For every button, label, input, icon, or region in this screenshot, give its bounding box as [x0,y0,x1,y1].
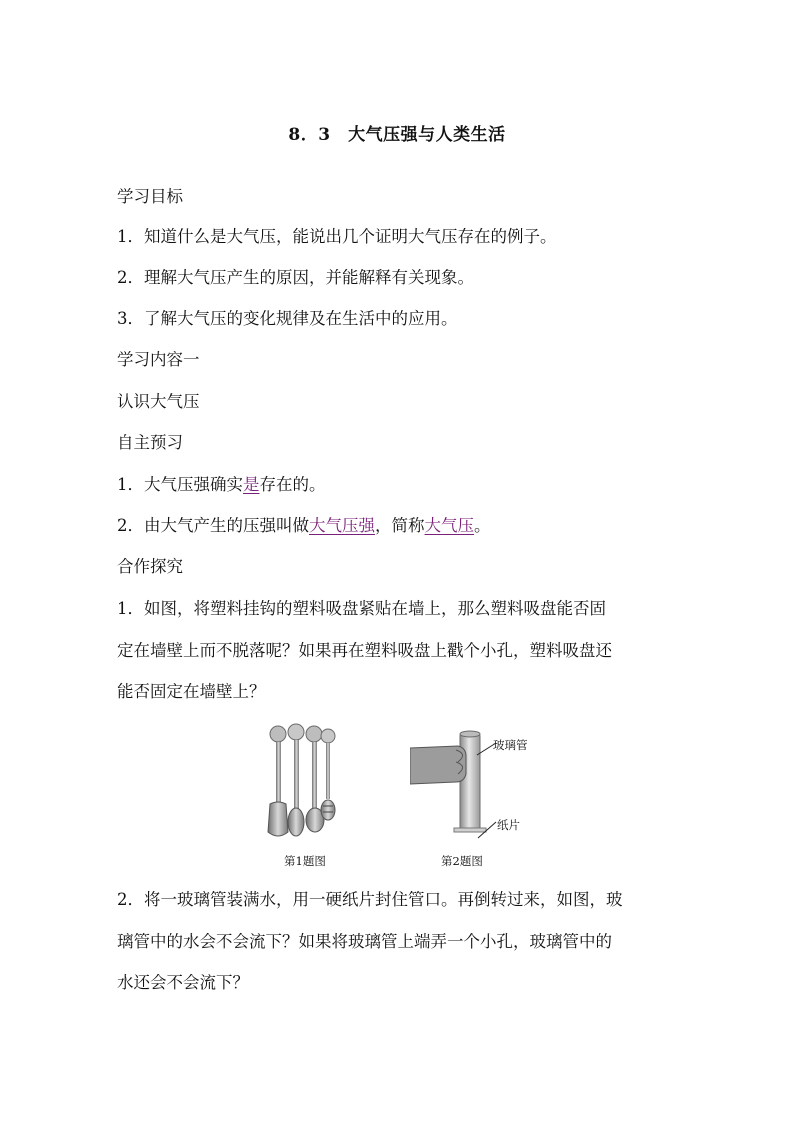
figure-2-caption: 第2题图 [441,854,483,868]
preview-q2-tail: 。 [474,516,491,535]
preview-heading: 自主预习 [117,433,183,452]
preview-q2-text: 2．由大气产生的压强叫做 [117,516,309,535]
preview-q1-tail: 存在的。 [259,475,326,494]
figure-pointer-lines [475,741,497,841]
figure-1-caption: 第1题图 [284,854,326,868]
objective-1: 1．知道什么是大气压，能说出几个证明大气压存在的例子。 [117,227,557,246]
preview-q2-mid: ，简称 [375,516,425,535]
preview-q1-text: 1．大气压强确实 [117,475,243,494]
question-1-line-1: 1．如图，将塑料挂钩的塑料吸盘紧贴在墙上，那么塑料吸盘能否固 [117,599,606,618]
explore-heading: 合作探究 [117,557,183,576]
objective-2: 2．理解大气压产生的原因，并能解释有关现象。 [117,268,474,287]
objective-3: 3．了解大气压的变化规律及在生活中的应用。 [117,309,458,328]
paper-label: 纸片 [497,818,520,832]
objectives-heading: 学习目标 [117,187,183,206]
question-1-line-3: 能否固定在墙壁上？ [117,682,266,701]
content-heading: 学习内容一 [117,350,200,369]
question-1-line-2: 定在墙壁上而不脱落呢？如果再在塑料吸盘上戳个小孔，塑料吸盘还 [117,641,612,660]
page-title: 8．3 大气压强与人类生活 [288,125,506,145]
content-topic: 认识大气压 [117,392,200,411]
question-2-line-1: 2．将一玻璃管装满水，用一硬纸片封住管口。再倒转过来，如图，玻 [117,890,623,909]
preview-q2-answer-2: 大气压 [424,516,474,535]
glass-tube-label: 玻璃管 [493,738,528,752]
preview-q1-answer: 是 [243,475,260,494]
question-2-line-2: 璃管中的水会不会流下？如果将玻璃管上端弄一个小孔，玻璃管中的 [117,932,612,951]
question-2-line-3: 水还会不会流下？ [117,973,249,992]
preview-q2-answer-1: 大气压强 [309,516,375,535]
preview-question-1 [117,475,326,495]
suction-hook-utensils-figure [262,722,348,842]
preview-question-2 [117,516,491,536]
